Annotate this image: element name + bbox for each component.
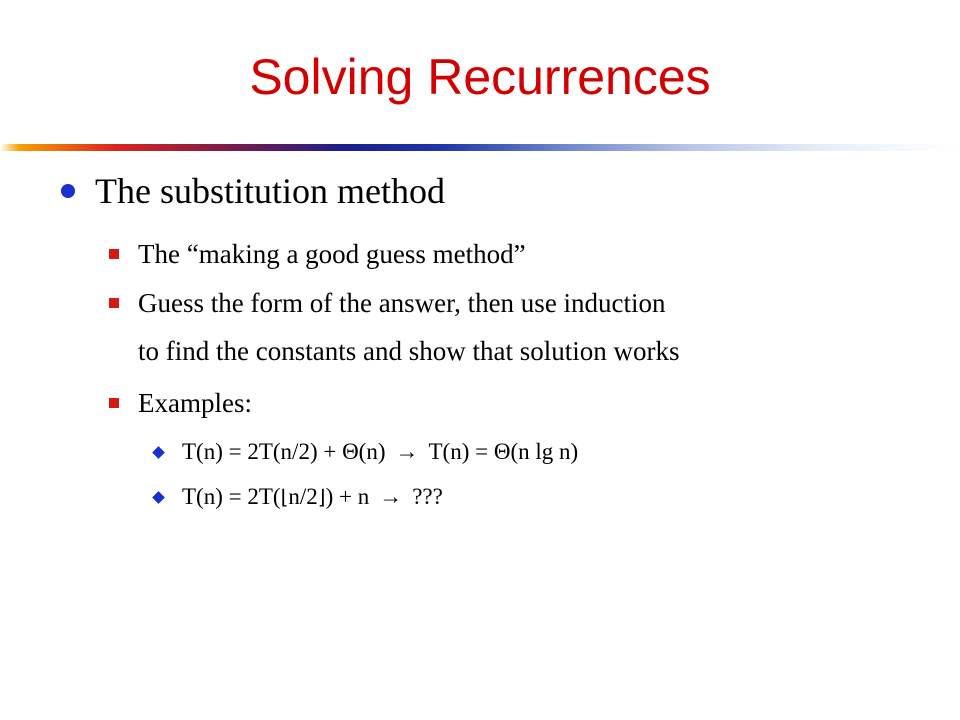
slide-title: Solving Recurrences (249, 49, 711, 105)
example-2-inner: n/2 (288, 484, 318, 509)
level1-bullet-icon (61, 184, 75, 198)
example-2-pre: T(n) = 2T( (182, 484, 281, 509)
bullet-substitution-method: The substitution method (95, 171, 445, 211)
floor-right-symbol: ⌋ (317, 485, 326, 509)
sub-bullet-examples: Examples: (138, 388, 252, 418)
example-2 (182, 482, 443, 512)
sub-bullet-guess-form: Guess the form of the answer, then use induction (138, 288, 666, 318)
example-1-lhs: T(n) = 2T(n/2) + Θ(n) (182, 439, 386, 464)
sub-bullet-good-guess: The “making a good guess method” (138, 239, 526, 269)
level2-bullet-icon (109, 398, 119, 408)
example-1-rhs: T(n) = Θ(n lg n) (428, 439, 579, 464)
level2-bullet-icon (109, 298, 119, 308)
level2-bullet-icon (109, 249, 119, 259)
level3-bullet-icon (152, 446, 165, 459)
right-arrow-icon: → (395, 439, 419, 464)
example-2-rhs: ??? (412, 484, 443, 509)
sub-bullet-guess-form-cont: to find the constants and show that solution works (138, 336, 680, 366)
example-2-post: ) + n (325, 484, 370, 509)
example-1 (182, 437, 578, 467)
title-divider (0, 144, 960, 151)
floor-left-symbol: ⌊ (280, 485, 289, 509)
level3-bullet-icon (152, 491, 165, 504)
right-arrow-icon: → (379, 484, 403, 509)
